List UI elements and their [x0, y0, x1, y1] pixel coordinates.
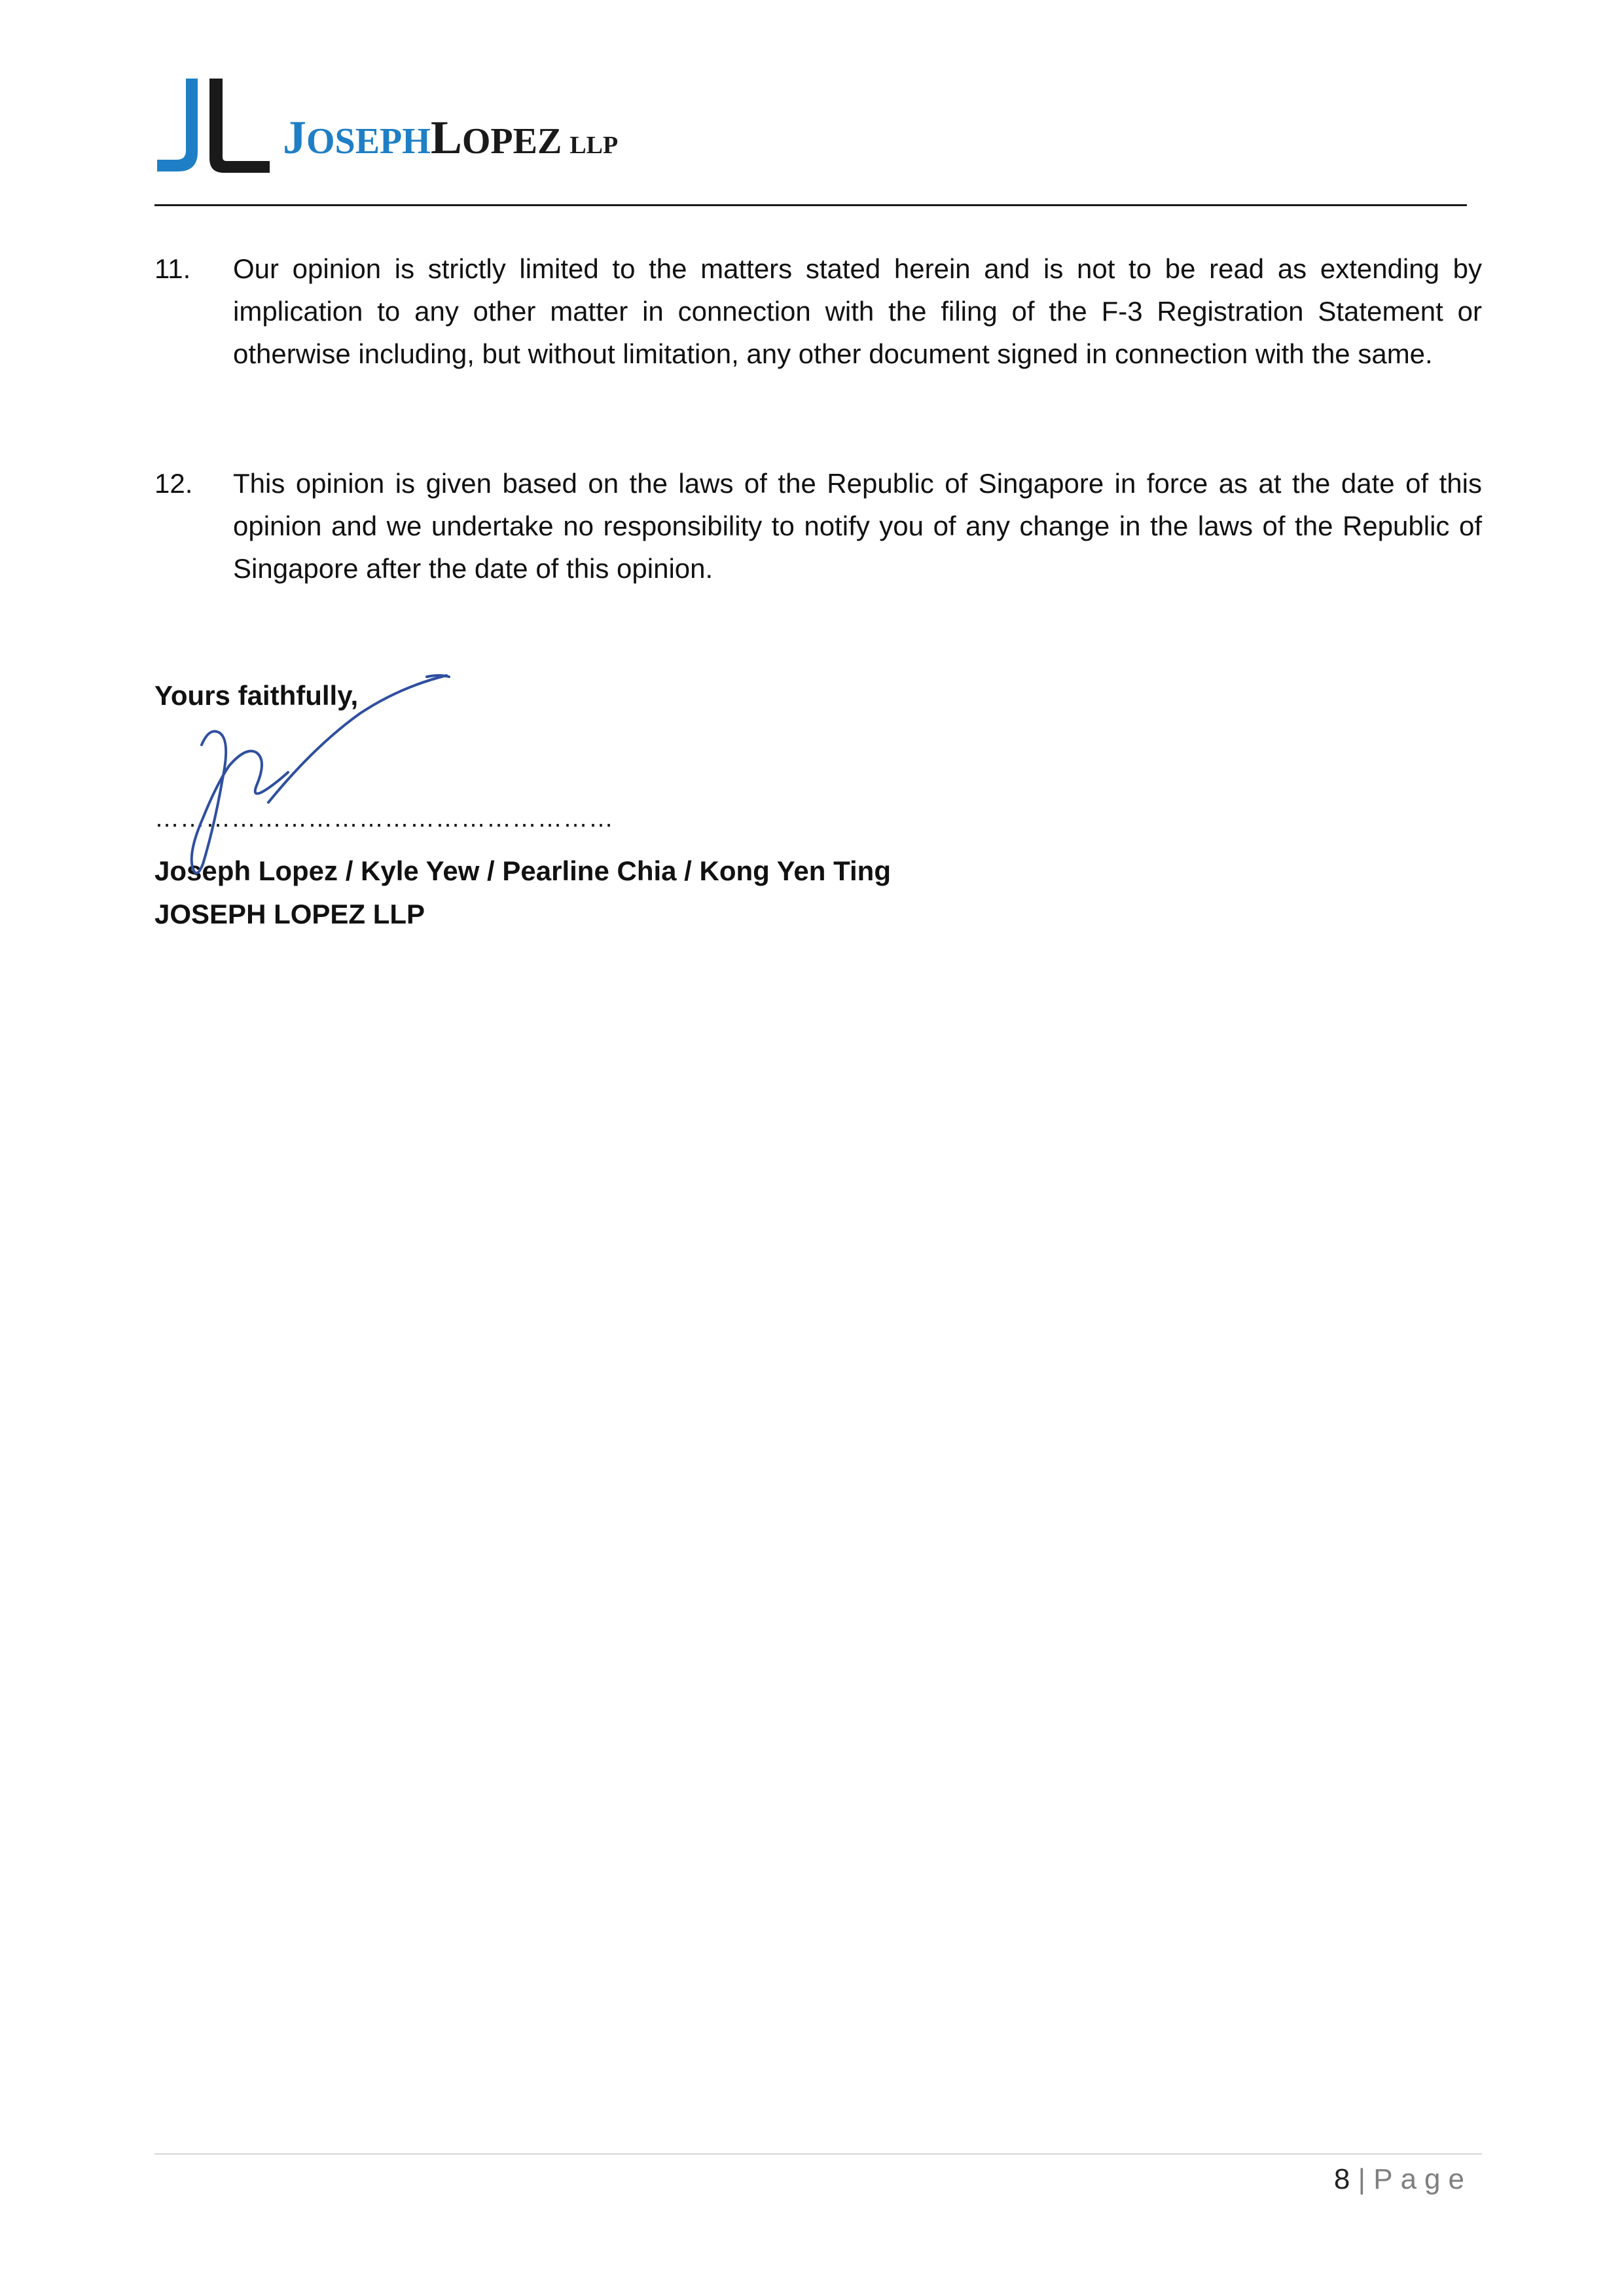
handwritten-signature: [183, 668, 471, 890]
jl-logo-icon: [154, 73, 272, 178]
clause-number: 12.: [154, 468, 193, 499]
letterhead-logo: [154, 73, 691, 178]
header-divider: [154, 204, 1467, 206]
closing-salutation: Yours faithfully,: [154, 680, 359, 711]
clause-12: [154, 462, 1482, 590]
firm-name: JOSEPH LOPEZ LLP: [154, 899, 425, 929]
page-label: Page: [1373, 2163, 1472, 2195]
page-footer: [1334, 2160, 1472, 2199]
footer-divider: [154, 2153, 1482, 2155]
signatory-names: Joseph Lopez / Kyle Yew / Pearline Chia / Kong Yen Ting: [154, 855, 891, 886]
signature-line: ………………………………………………: [154, 805, 614, 833]
clause-text: This opinion is given based on the laws of the Republic of Singapore in force as at the date of this opinion and we undertake no responsibility to notify you of any change in the laws of the Republic of Singapore after the date of this opinion.: [233, 468, 1482, 584]
clause-text: Our opinion is strictly limited to the matters stated herein and is not to be read as extending by implication to any other matter in connection with the filing of the F-3 Registration Statement or otherwise including, but without limitation, any other document signed in connection with the same.: [233, 253, 1482, 369]
page-separator: |: [1358, 2163, 1365, 2195]
firm-wordmark: [283, 102, 702, 174]
page-number: 8: [1333, 2163, 1350, 2195]
svg-text:JOSEPHLOPEZLLP: JOSEPHLOPEZ LLP: [283, 111, 619, 164]
clause-11: [154, 247, 1482, 375]
clause-number: 11.: [154, 253, 191, 284]
